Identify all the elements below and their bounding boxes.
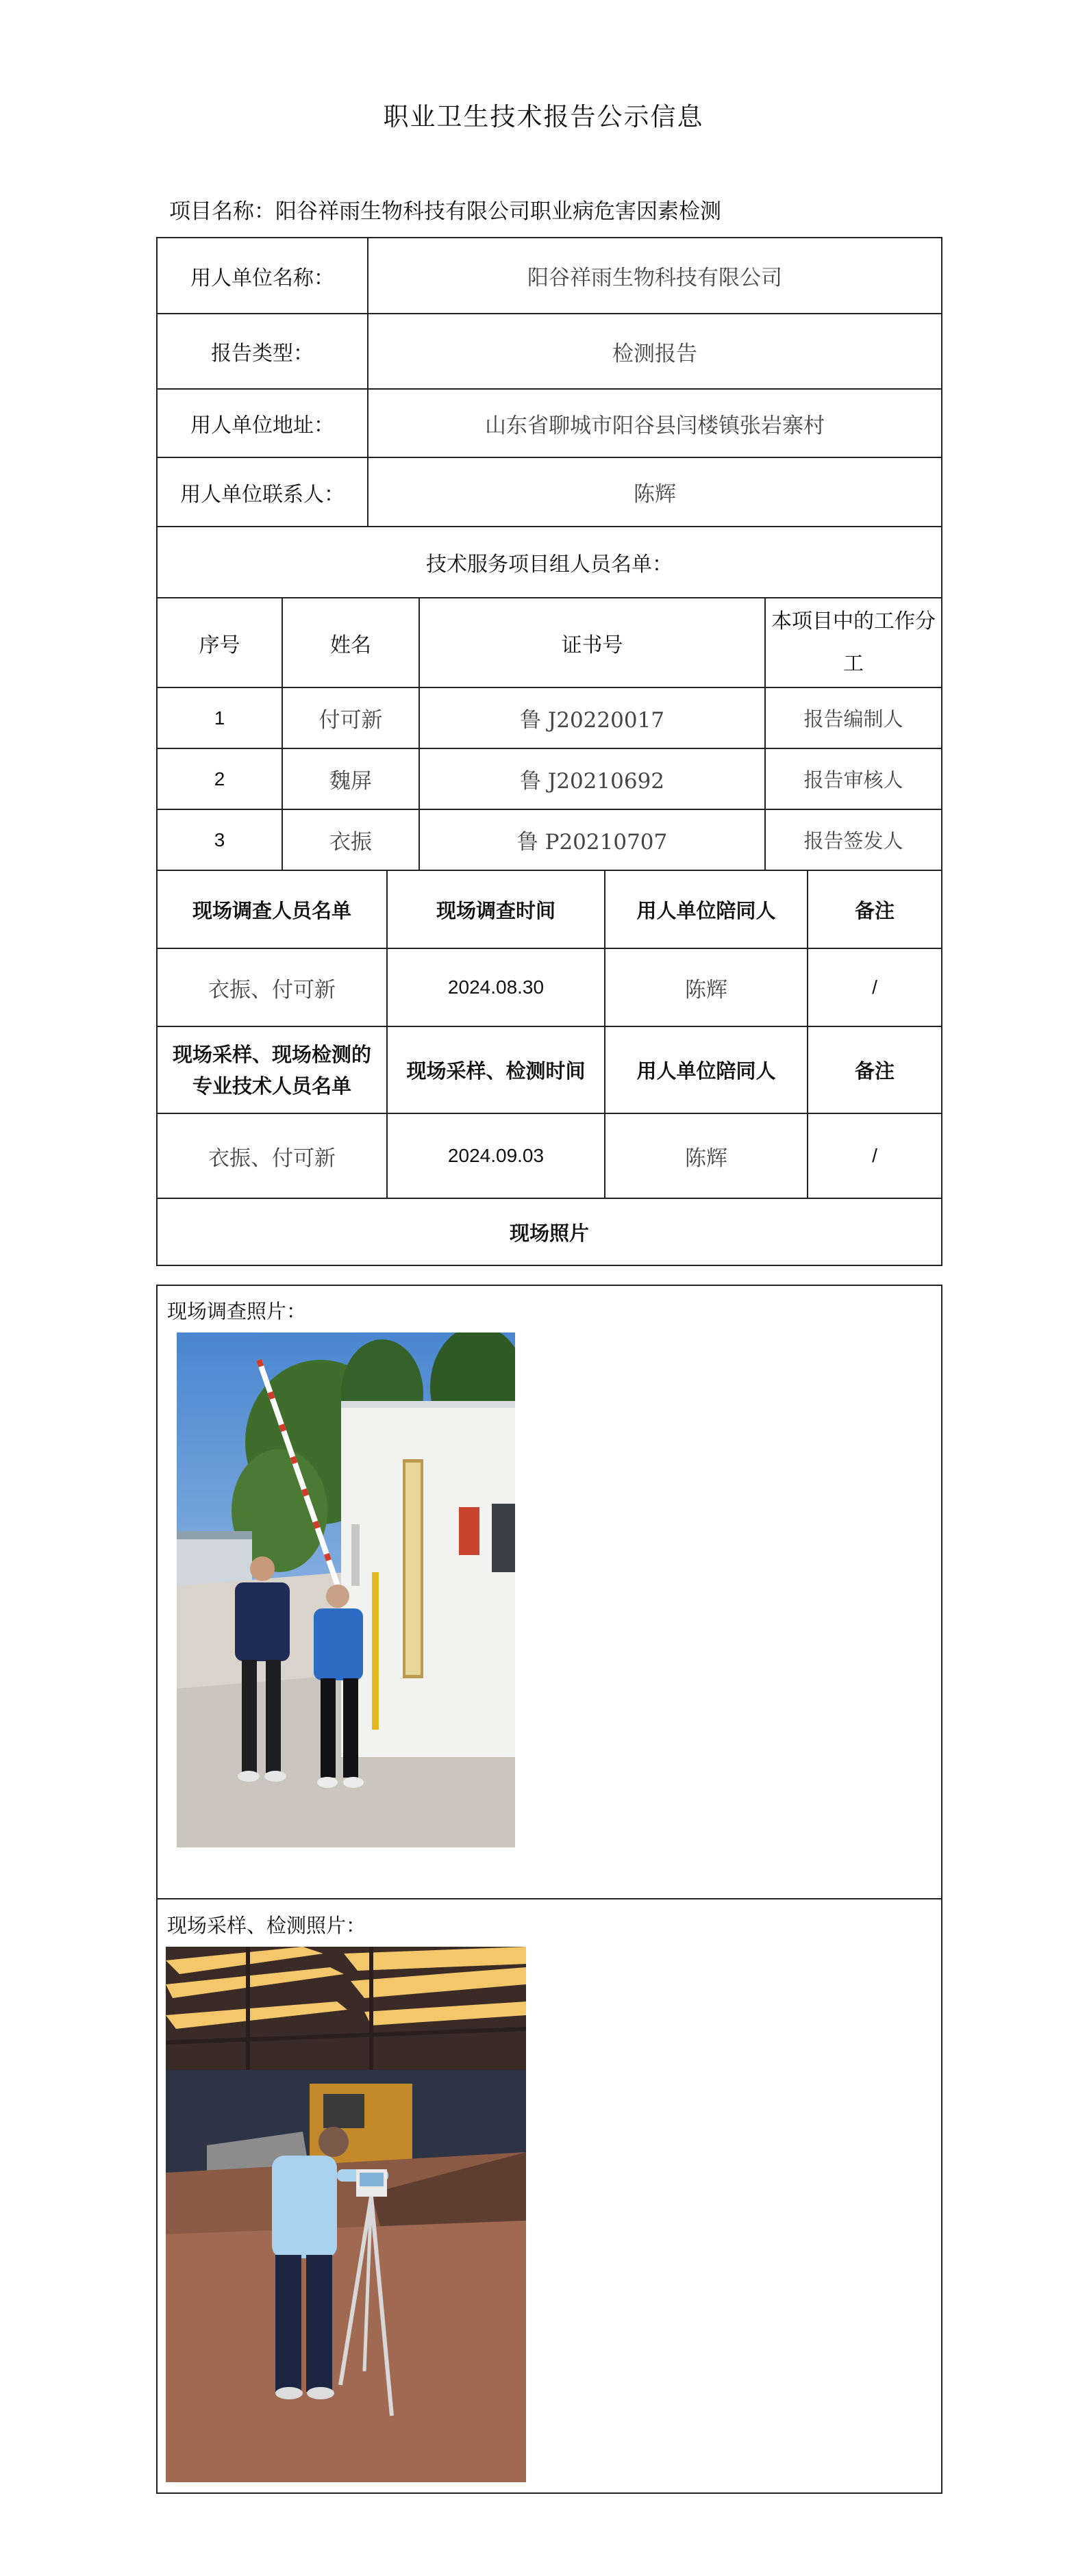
sampling-staff: 衣振、付可新 [157, 1113, 387, 1198]
info-value: 陈辉 [368, 457, 942, 527]
col-header: 用人单位陪同人 [605, 870, 808, 948]
col-header: 姓名 [282, 598, 419, 687]
sampling-note: / [808, 1113, 942, 1198]
info-row [157, 389, 942, 457]
info-label: 报告类型： [157, 314, 368, 389]
team-name: 付可新 [282, 687, 419, 748]
team-cert: 鲁 P20210707 [419, 809, 765, 870]
page-title: 职业卫生技术报告公示信息 [383, 102, 704, 131]
project-line [169, 194, 721, 225]
team-table [156, 526, 942, 871]
info-row [157, 238, 942, 314]
sampling-escort: 陈辉 [605, 1113, 808, 1198]
info-table [156, 237, 942, 527]
team-role: 报告签发人 [765, 809, 942, 870]
project-label: 项目名称： [169, 199, 275, 224]
info-value: 山东省聊城市阳谷县闫楼镇张岩寨村 [368, 389, 942, 457]
sampling-time: 2024.09.03 [387, 1113, 605, 1198]
survey-photo-label: 现场调查照片： [167, 1300, 307, 1323]
sampling-header-row [157, 1026, 942, 1113]
team-no: 3 [157, 809, 282, 870]
info-label: 用人单位名称： [157, 238, 368, 314]
col-header: 现场采样、检测时间 [387, 1026, 605, 1113]
photos-heading: 现场照片 [157, 1198, 942, 1265]
team-role: 报告编制人 [765, 687, 942, 748]
team-no: 1 [157, 687, 282, 748]
survey-row [157, 948, 942, 1026]
col-header: 证书号 [419, 598, 765, 687]
team-name: 魏屏 [282, 748, 419, 809]
info-value: 检测报告 [368, 314, 942, 389]
col-header: 现场调查人员名单 [157, 870, 387, 948]
team-role: 报告审核人 [765, 748, 942, 809]
survey-header-row [157, 870, 942, 948]
col-header: 用人单位陪同人 [605, 1026, 808, 1113]
project-name: 阳谷祥雨生物科技有限公司职业病危害因素检测 [275, 199, 721, 224]
survey-table [156, 870, 942, 1266]
survey-photo [177, 1333, 515, 1847]
col-header: 备注 [808, 870, 942, 948]
team-name: 衣振 [282, 809, 419, 870]
col-header: 序号 [157, 598, 282, 687]
info-row [157, 457, 942, 527]
team-cert: 鲁 J20210692 [419, 748, 765, 809]
col-header: 备注 [808, 1026, 942, 1113]
info-value: 阳谷祥雨生物科技有限公司 [368, 238, 942, 314]
team-row [157, 748, 942, 809]
sampling-photo-label: 现场采样、检测照片： [167, 1914, 366, 1937]
team-no: 2 [157, 748, 282, 809]
team-header-row [157, 598, 942, 687]
team-row [157, 809, 942, 870]
col-header: 本项目中的工作分工 [765, 598, 942, 687]
survey-note: / [808, 948, 942, 1026]
team-row [157, 687, 942, 748]
info-label: 用人单位联系人： [157, 457, 368, 527]
sampling-row [157, 1113, 942, 1198]
survey-time: 2024.08.30 [387, 948, 605, 1026]
col-header: 现场采样、现场检测的专业技术人员名单 [157, 1026, 387, 1113]
team-cert: 鲁 J20220017 [419, 687, 765, 748]
survey-escort: 陈辉 [605, 948, 808, 1026]
info-row [157, 314, 942, 389]
sampling-photo [166, 1947, 526, 2482]
team-heading: 技术服务项目组人员名单： [157, 527, 942, 598]
col-header: 现场调查时间 [387, 870, 605, 948]
survey-staff: 衣振、付可新 [157, 948, 387, 1026]
info-label: 用人单位地址： [157, 389, 368, 457]
